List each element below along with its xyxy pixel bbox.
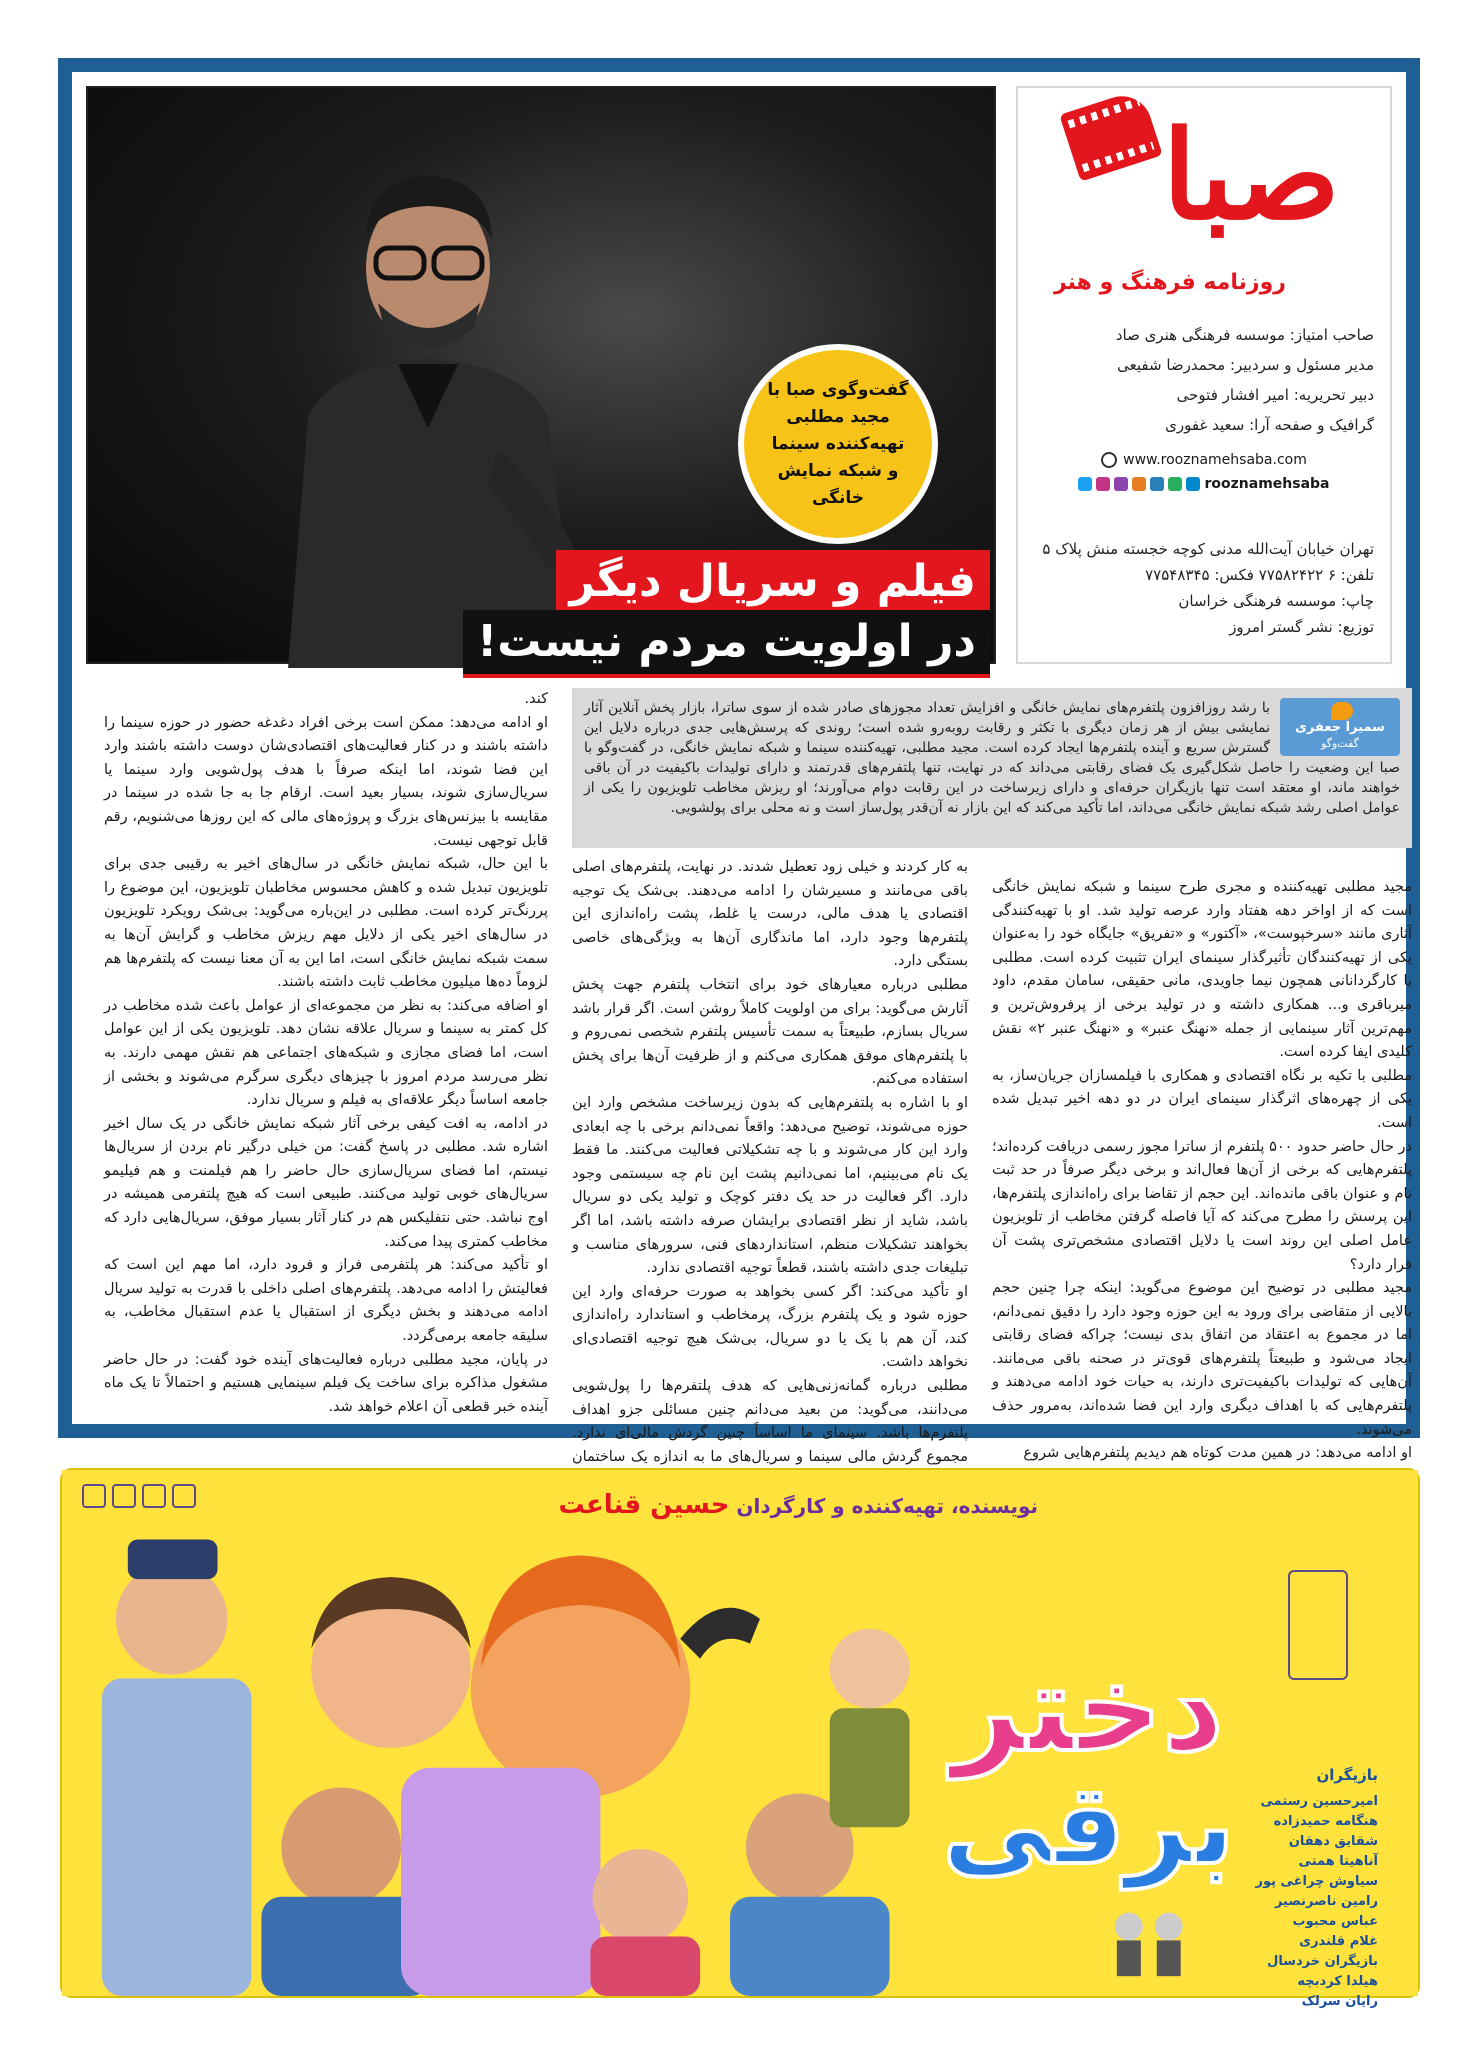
eitaa-icon (1132, 477, 1146, 491)
interview-badge: گفت‌وگوی صبا با مجید مطلبی تهیه‌کننده سینما و شبکه نمایش خانگی (738, 344, 938, 544)
cast-member: امیرحسین رستمی (1260, 1794, 1378, 1809)
aparat-icon (1114, 477, 1128, 491)
logo-text: صبا (1162, 103, 1340, 247)
movie-title-word-2: برقی (942, 1761, 1236, 1889)
headline-line-1: فیلم و سریال دیگر (556, 550, 990, 614)
credit-line: مدیر مسئول و سردبیر: محمدرضا شفیعی (1117, 356, 1374, 374)
telegram-icon (1186, 477, 1200, 491)
author-name: سمیرا جعفری (1295, 720, 1385, 735)
article (86, 680, 1420, 1465)
social-line (1034, 476, 1374, 492)
logo-subtitle: روزنامه فرهنگ و هنر (1054, 270, 1286, 295)
cast-member: غلام قلندری (1299, 1934, 1378, 1949)
cast-list (1255, 1792, 1378, 2012)
award-icon (112, 1484, 136, 1508)
newspaper-logo (1034, 100, 1374, 310)
award-icon (142, 1484, 166, 1508)
lead-text: با رشد روزافزون پلتفرم‌های نمایش خانگی و افزایش تعداد مجوزهای صادر شده از سوی ساترا، بازار پخش آنلاین آثار نمایشی بیش از هر زمان دیگری با تکثر و رقابت روبه‌رو شده است؛ روندی که پرسش‌هایی جدی درباره دلایل این گسترش سریع و آینده پلتفرم‌ها ایجاد کرده است. مجید مطلبی، تهیه‌کننده سینما و شبکه نمایش خانگی، در گفت‌وگو با صبا این وضعیت را حاصل شکل‌گیری یک فضای رقابتی می‌داند که در نهایت، تنها پلتفرم‌های قدرتمند و دارای تولیدات باکیفیت در آن باقی خواهند ماند، او معتقد است تنها بازیگران حرفه‌ای و دارای زیرساخت در این رقابت دوام می‌آورند؛ او ریزش مخاطب تلویزیون را یکی از عوامل اصلی رشد شبکه نمایش خانگی می‌داند، اما تأکید می‌کند که این بازار نه آن‌قدر پول‌ساز است و نه محلی برای پولشویی. (584, 700, 1400, 816)
cast-member: شقایق دهقان (1288, 1834, 1378, 1849)
twitter-icon (1078, 477, 1092, 491)
social-handle: rooznamehsaba (1204, 476, 1330, 492)
address-line: تهران خیابان آیت‌الله مدنی کوچه خجسته منش پلاک ۵ (1042, 540, 1374, 558)
phone-line: تلفن: ۶ ۷۷۵۸۲۴۲۲ فکس: ۷۷۵۴۸۳۴۵ (1145, 566, 1374, 584)
cast-member: هیلدا کردبچه (1297, 1974, 1378, 1989)
credit-line: گرافیک و صفحه آرا: سعید غفوری (1165, 416, 1374, 434)
credit-prefix: نویسنده، تهیه‌کننده و کارگردان (736, 1494, 1038, 1518)
article-column-left: کند. او ادامه می‌دهد: ممکن است برخی افراد دغدغه حضور در حوزه سینما را داشته باشند و در کنار فعالیت‌های اقتصادی‌شان دوست داشته باشند وارد این فضا شوند، اما اینکه صرفاً با هدف پول‌شویی وارد سینما یا سریال‌سازی شوند، بسیار بعید است. ارقام جا به جا شده در سینما در مقایسه با بیزنس‌های بزرگ و پروژه‌های مالی که این روزها می‌شنویم، رقم قابل توجهی نیست. با این حال، شبکه نمایش خانگی در سال‌های اخیر به رقیبی جدی برای تلویزیون تبدیل شده و کاهش محسوس مخاطبان تلویزیون، این موضوع را پررنگ‌تر کرده است. مطلبی در این‌باره می‌گوید: بی‌شک رویکرد تلویزیون در سال‌های اخیر یکی از دلایل مهم ریزش مخاطب و گرایش آن‌ها به سمت شبکه نمایش خانگی است، اما این به آن معنا نیست که پلتفرم‌ها هم لزوماً ده‌ها میلیون مخاطب ثابت داشته باشند. او اضافه می‌کند: به نظر من مجموعه‌ای از عوامل باعث شده مخاطب در کل کمتر به سینما و سریال علاقه نشان دهد. تلویزیون یکی از این عوامل است، اما فضای مجازی و شبکه‌های اجتماعی هم نقش مهمی دارند. به نظر می‌رسد مردم امروز با چیزهای دیگری سرگرم می‌شوند و بخشی از جامعه اساساً دیگر علاقه‌ای به فیلم و سریال ندارد. در ادامه، به افت کیفی برخی آثار شبکه نمایش خانگی در یک سال اخیر اشاره شد. مطلبی در پاسخ گفت: من خیلی درگیر نام بردن از سریال‌ها نیستم، اما فضای سریال‌سازی حال حاضر را هم فیلمنت و هم فیلیمو سریال‌های خوبی تولید می‌کنند. طبیعی است که هیچ پلتفرمی همیشه در اوج نباشد. حتی نتفلیکس هم در کنار آثار بسیار موفق، سریال‌هایی دارد که مخاطب کمتری پیدا می‌کند. او تأکید می‌کند: هر پلتفرمی فراز و فرود دارد، اما مهم این است که فعالیتش را ادامه می‌دهد. پلتفرم‌های اصلی داخلی با قدرت به تولید سریال ادامه می‌دهند و بخش دیگری از استقبال یا عدم استقبال مخاطب، به سلیقه جامعه برمی‌گردد. در پایان، مجید مطلبی درباره فعالیت‌های آینده خود گفت: در حال حاضر مشغول مذاکره برای ساخت یک فیلم سینمایی هستیم و احتمالاً تا یک ماه آینده خبر قطعی آن اعلام خواهد شد. (104, 691, 548, 1415)
distribution-line: توزیع: نشر گستر امروز (1229, 618, 1374, 636)
credit-line: صاحب امتیاز: موسسه فرهنگی هنری صاد (1115, 326, 1374, 344)
film-strip-icon (1059, 88, 1162, 181)
cast-member: سیاوش چراغی پور (1255, 1874, 1378, 1889)
article-column-right: مجید مطلبی تهیه‌کننده و مجری طرح سینما و شبکه نمایش خانگی است که از اواخر دهه هفتاد وارد عرصه تولید شد. او با تهیه‌کنندگی آثاری مانند «سرخپوست»، «آکتور» و «تفریق» جایگاه خود را به‌عنوان یکی از تهیه‌کنندگان تأثیرگذار سینمای ایران تثبیت کرده است. مطلبی با کارگردانانی همچون نیما جاویدی، مانی حقیقی، سامان مقدم، داود میرباقری و... همکاری داشته و در تولید برخی از پرفروش‌ترین و مهم‌ترین آثار سینمایی از جمله «نهنگ عنبر» و «نهنگ عنبر ۲» نقش کلیدی ایفا کرده است. مطلبی با تکیه بر نگاه اقتصادی و همکاری با فیلمسازان جریان‌ساز، به یکی از چهره‌های اثرگذار سینمای ایران در دو دهه اخیر تبدیل شده است. در حال حاضر حدود ۵۰۰ پلتفرم از ساترا مجوز رسمی دریافت کرده‌اند؛ پلتفرم‌هایی که برخی از آن‌ها فعال‌اند و برخی دیگر صرفاً در حد ثبت نام و عنوان باقی مانده‌اند. این حجم از تقاضا برای راه‌اندازی پلتفرم‌ها، این پرسش را مطرح می‌کند که آیا فاصله گرفتن مخاطب از تلویزیون عامل اصلی این روند است یا دلایل اقتصادی مشخص‌تری پشت آن قرار دارد؟ مجید مطلبی در توضیح این موضوع می‌گوید: اینکه چرا چنین حجم بالایی از متقاضی برای ورود به این حوزه وجود دارد را دقیق نمی‌دانم، اما در مجموع به اعتقاد من اتفاق بدی نیست؛ چراکه فضای رقابتی ایجاد می‌شود و طبیعتاً پلتفرم‌های قوی‌تر در صحنه باقی می‌مانند. آن‌هایی که تولیدات باکیفیت‌تری دارند، به حیات خود ادامه می‌دهند و پلتفرم‌هایی که با اهداف دیگری وارد این فضا شده‌اند، به‌مرور حذف می‌شوند. او ادامه می‌دهد: در همین مدت کوتاه هم دیدیم پلتفرم‌هایی شروع (992, 879, 1413, 1462)
print-line: چاپ: موسسه فرهنگی خراسان (1178, 592, 1374, 610)
address-block (1034, 536, 1374, 640)
cast-member: رامین ناصرنصیر (1274, 1894, 1378, 1909)
article-column-middle: به کار کردند و خیلی زود تعطیل شدند. در نهایت، پلتفرم‌های اصلی باقی می‌مانند و مسیرشان را ادامه می‌دهند. بی‌شک یک توجیه اقتصادی یا هدف مالی، درست یا غلط، پشت راه‌اندازی این پلتفرم‌ها وجود دارد، اما ماندگاری آن‌ها به ویژگی‌های خاصی بستگی دارد. مطلبی درباره معیارهای خود برای انتخاب پلتفرم جهت پخش آثارش می‌گوید: برای من اولویت کاملاً روشن است. اگر قرار باشد سریال بسازم، طبیعتاً به سمت تأسیس پلتفرم شخصی نمی‌روم و با پلتفرم‌های موفق همکاری می‌کنم و از ظرفیت آن‌ها برای پخش استفاده می‌کنم. او با اشاره به پلتفرم‌هایی که بدون زیرساخت مشخص وارد این حوزه می‌شوند، توضیح می‌دهد: واقعاً نمی‌دانم برخی با چه ابعادی وارد این کار می‌شوند و با چه تشکیلاتی فعالیت می‌کنند. ما فقط یک نام می‌بینیم، اما نمی‌دانیم پشت این نام چه سیستمی وجود دارد. اگر فعالیت در حد یک دفتر کوچک و تولید یکی دو سریال باشد، شاید از نظر اقتصادی برایشان صرفه داشته باشد، اما اگر بخواهند تشکیلات منظم، استانداردهای فنی، سرورهای مناسب و تبلیغات جدی داشته باشند، قطعاً توجیه اقتصادی ندارد. او تأکید می‌کند: اگر کسی بخواهد به صورت حرفه‌ای وارد این حوزه شود و یک پلتفرم بزرگ، پرمخاطب و استاندارد راه‌اندازی کند، آن هم با یک یا دو سریال، بی‌شک هیچ توجیه اقتصادی‌ای نخواهد داشت. مطلبی درباره گمانه‌زنی‌هایی که هدف پلتفرم‌ها را پول‌شویی می‌دانند، می‌گوید: من بعید می‌دانم چنین مسائلی جزو اهداف پلتفرم‌ها باشد. سینمای ما اساساً چنین گردش مالی‌ای ندارد. مجموع گردش مالی سینما و سریال‌های ما به اندازه یک ساختمان (572, 859, 968, 1465)
masthead (1016, 86, 1392, 664)
website-line[interactable] (1034, 452, 1374, 468)
poster-credit (558, 1490, 1038, 1520)
article-lead (572, 688, 1412, 848)
award-icon (172, 1484, 196, 1508)
movie-poster-ad (60, 1468, 1420, 2009)
cast-member: رایان سرلک (1301, 1994, 1378, 2009)
website-url[interactable]: www.rooznamehsaba.com (1123, 452, 1307, 468)
credit-line: دبیر تحریریه: امیر افشار فتوحی (1176, 386, 1374, 404)
award-icons (82, 1484, 196, 1508)
hero-photo (86, 86, 996, 667)
cast-member: آناهیتا همتی (1298, 1854, 1378, 1869)
rubika-icon (1168, 477, 1182, 491)
cast-member: عباس محبوب (1292, 1914, 1378, 1929)
headline-line-2: در اولویت مردم نیست! (463, 610, 990, 678)
credits-list (1034, 320, 1374, 440)
author-tag (1280, 698, 1400, 756)
instagram-icon (1096, 477, 1110, 491)
director-name: حسین قناعت (558, 1490, 730, 1520)
globe-icon (1101, 452, 1117, 468)
author-role: گفت‌وگو (1321, 737, 1359, 750)
cast-title: بازیگران (1316, 1766, 1378, 1784)
producer-logo (1288, 1570, 1348, 1680)
chat-icon (1331, 702, 1353, 720)
award-icon (82, 1484, 106, 1508)
movie-title-word-1: دختر (952, 1640, 1224, 1779)
bale-icon (1150, 477, 1164, 491)
cast-member: بازیگران خردسال (1267, 1954, 1378, 1969)
page-frame (58, 58, 1420, 1465)
cast-member: هنگامه حمیدزاده (1273, 1814, 1378, 1829)
